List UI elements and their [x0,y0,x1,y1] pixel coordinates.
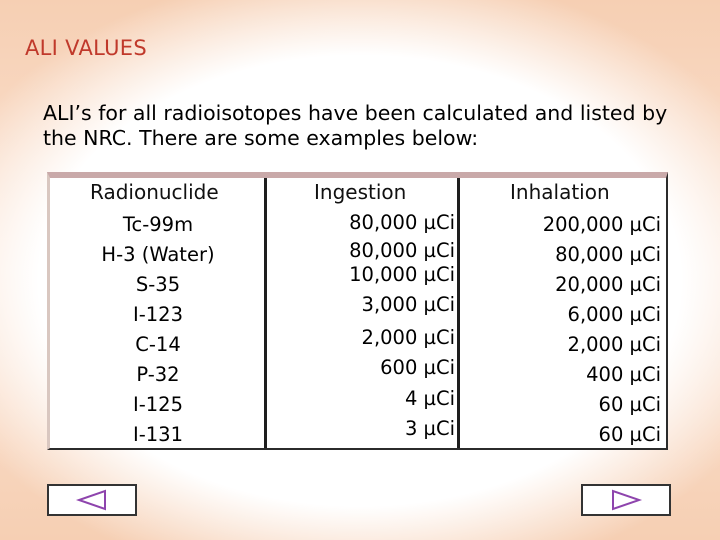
table-cell: 3 µCi [404,417,455,440]
table-cell: 80,000 µCi [555,243,661,266]
table-cell: I-125 [132,393,183,416]
table-cell: I-131 [132,423,183,446]
table-cell: I-123 [132,303,183,326]
table-cell: Tc-99m [122,213,194,236]
table-cell: 60 µCi [598,423,661,446]
table-cell: C-14 [135,333,181,356]
table-cell: 600 µCi [380,356,455,379]
table-cell: 80,000 µCi [349,239,455,262]
table-cell: 10,000 µCi [349,263,455,286]
next-slide-button[interactable] [581,484,671,516]
table-cell: 3,000 µCi [361,293,455,316]
table-cell: 20,000 µCi [555,273,661,296]
table-cell: 80,000 µCi [349,211,455,234]
table-cell: 400 µCi [586,363,661,386]
ali-table [47,172,668,450]
previous-slide-button[interactable] [47,484,137,516]
slide-title: ALI VALUES [25,36,147,60]
table-cell: S-35 [135,273,181,296]
table-cell: H-3 (Water) [101,243,215,266]
table-cell: 2,000 µCi [361,326,455,349]
header-inhalation: Inhalation [510,180,610,204]
table-cell: 2,000 µCi [567,333,661,356]
table-cell: 200,000 µCi [542,213,661,236]
table-cell: 60 µCi [598,393,661,416]
inhalation-column [50,210,661,450]
intro-text: ALI’s for all radioisotopes have been calculated and listed by the NRC. There are some examples below: [43,101,668,150]
header-ingestion: Ingestion [314,180,407,204]
triangle-left-icon [75,488,109,512]
header-radionuclide: Radionuclide [90,180,219,204]
table-cell: 4 µCi [404,387,455,410]
triangle-right-icon [609,488,643,512]
table-cell: P-32 [136,363,180,386]
table-cell: 6,000 µCi [567,303,661,326]
